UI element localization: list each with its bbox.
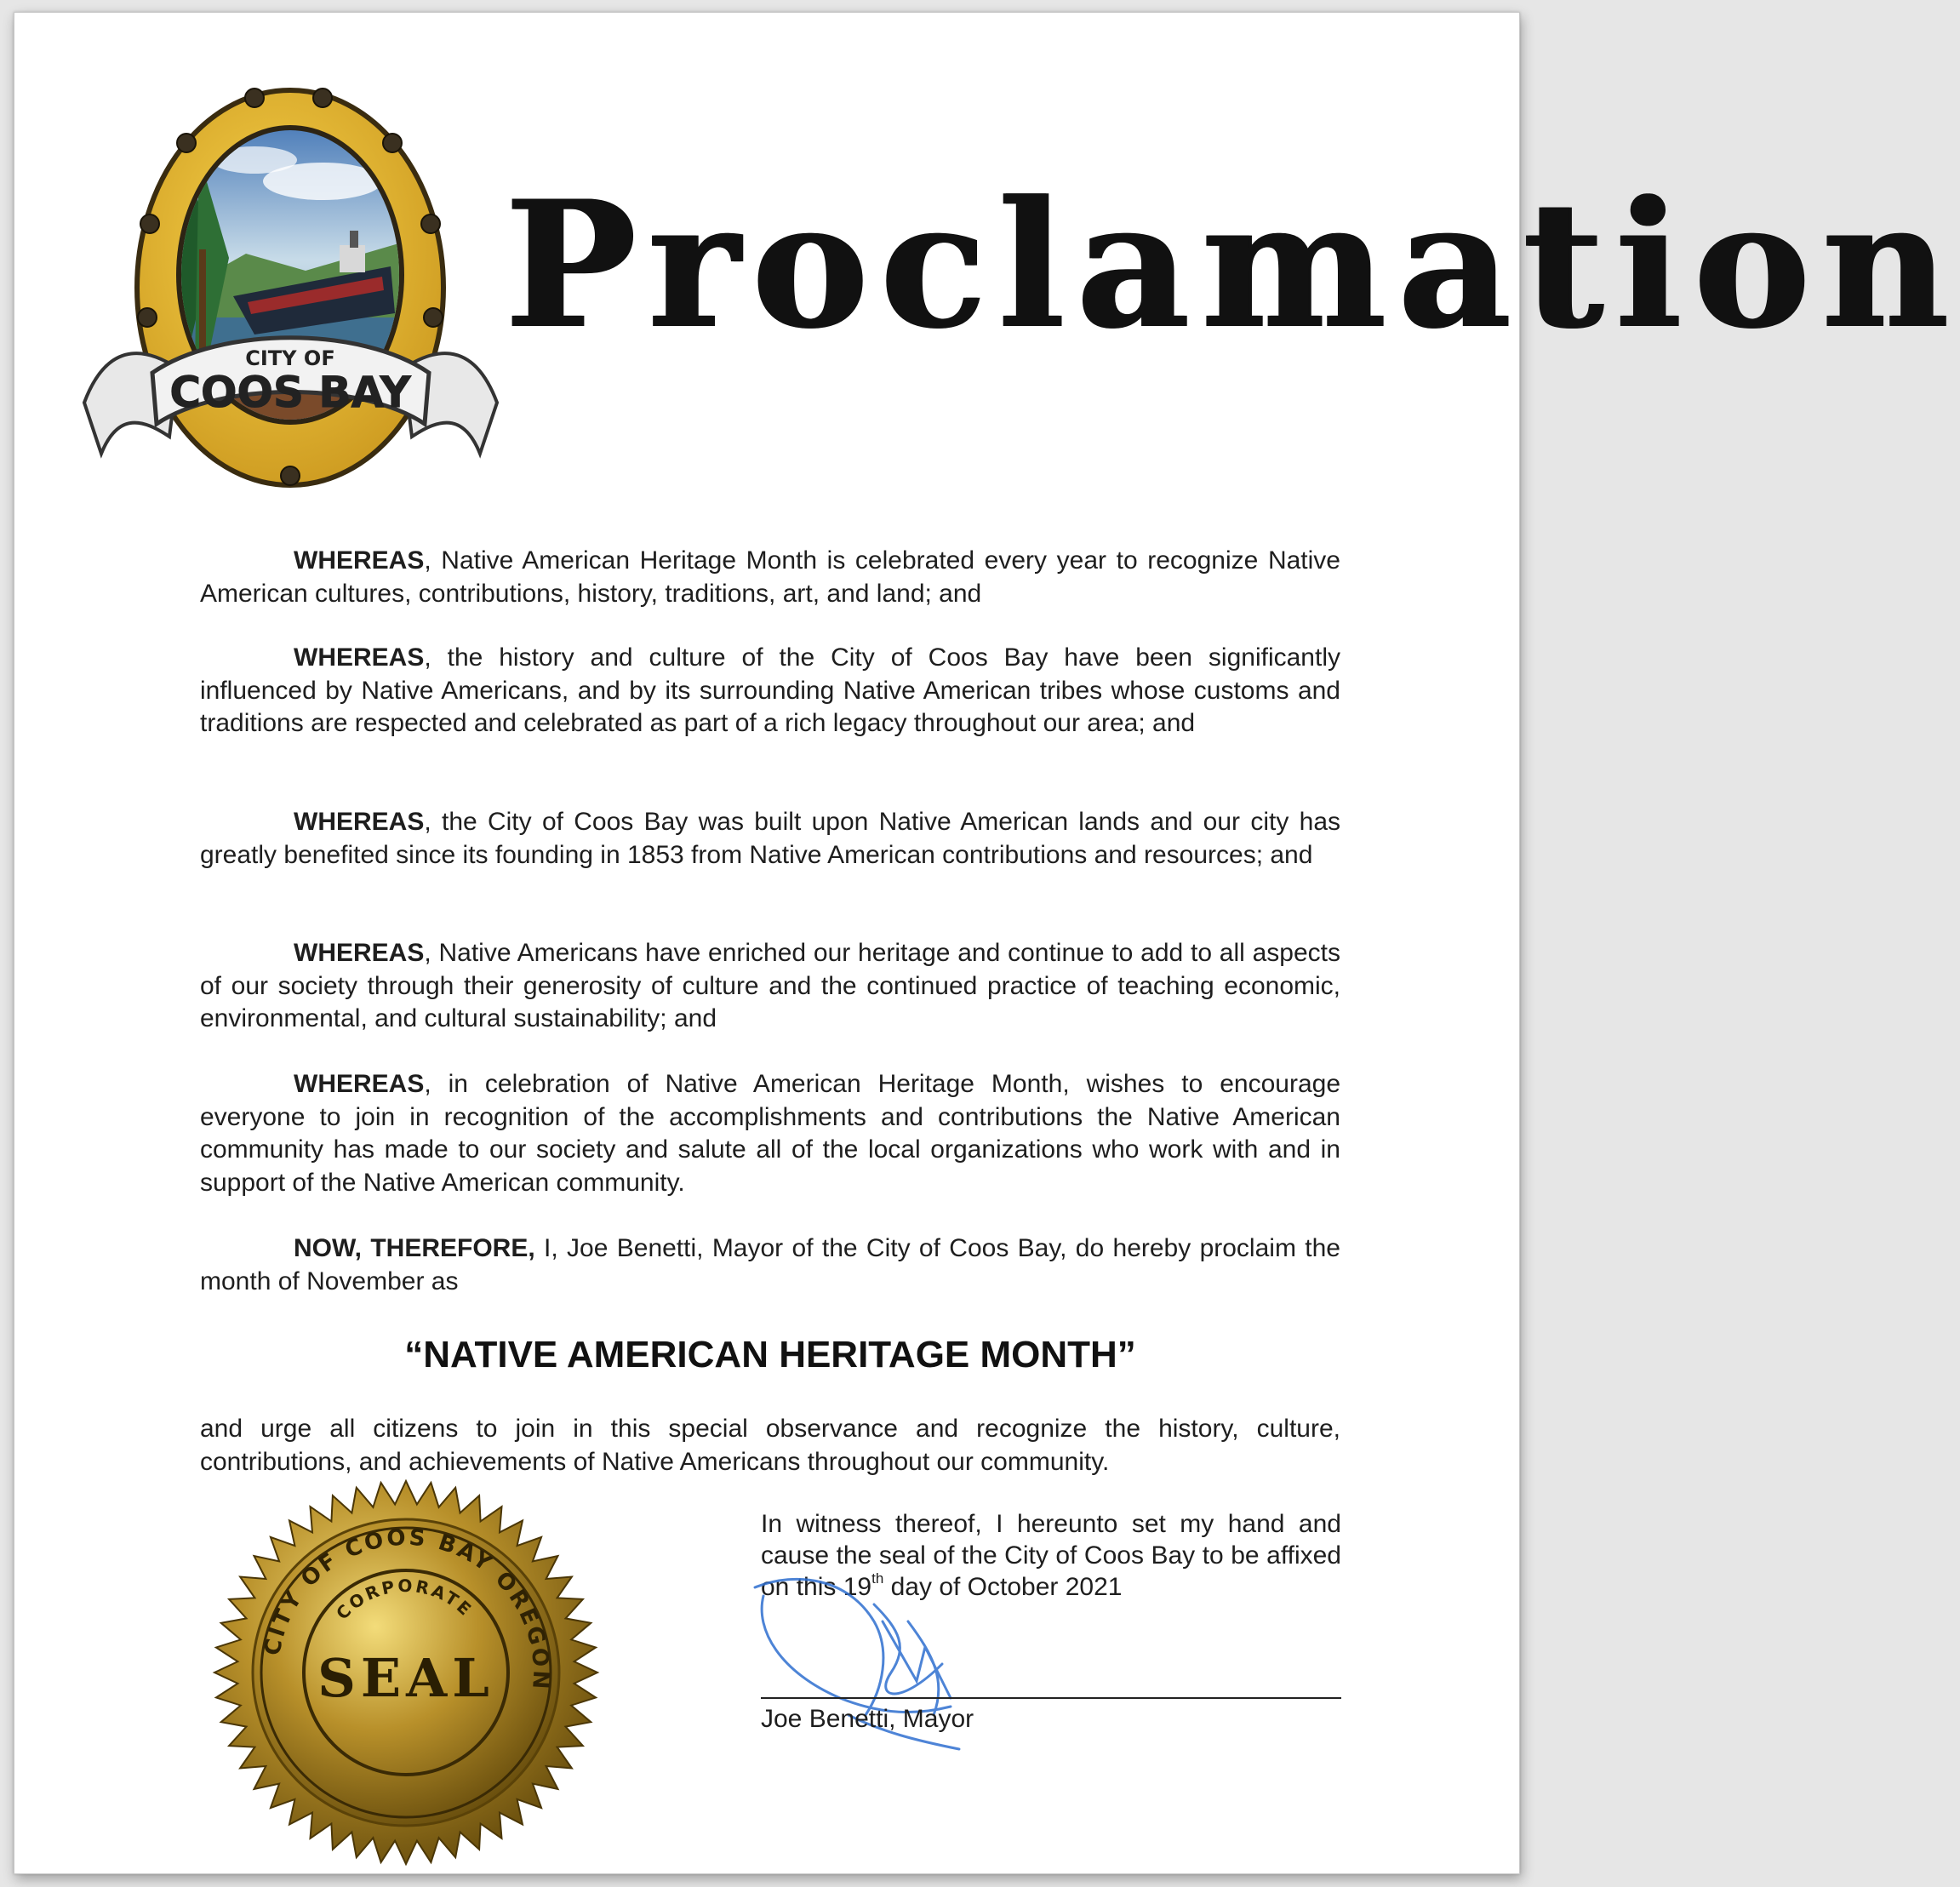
closing-text: and urge all citizens to join in this special observance and recognize the history, culture, contributions, and achievements of Native Americans throughout our community. <box>200 1415 1340 1476</box>
proclamation-heading: “NATIVE AMERICAN HERITAGE MONTH” <box>404 1334 1136 1375</box>
paragraph-text: , Native American Heritage Month is celebrated every year to recognize Native American cultures, contributions, history, traditions, art, and land; and <box>200 546 1340 608</box>
paragraph-keyword: WHEREAS <box>294 1070 425 1098</box>
paragraph-keyword: NOW, THEREFORE, <box>294 1234 535 1262</box>
paragraph-1 <box>200 545 1340 610</box>
witness-statement <box>761 1508 1341 1603</box>
paragraph-4 <box>200 937 1340 1036</box>
city-of-coos-bay-logo <box>50 79 531 526</box>
paragraph-text: I, Joe Benetti, Mayor of the City of Coos Bay, do hereby proclaim the month of November as <box>200 1234 1340 1295</box>
closing-paragraph <box>200 1413 1340 1478</box>
paragraph-text: , Native Americans have enriched our heritage and continue to add to all aspects of our society through their generosity of culture and the continued practice of teaching economic, environmental, and cultural sustainability; and <box>200 939 1340 1032</box>
paragraph-6 <box>200 1232 1340 1298</box>
page-title: Proclamation <box>504 163 1960 368</box>
logo-text-coos-bay: COOS BAY <box>169 368 411 417</box>
proclamation-page <box>14 12 1960 1874</box>
paragraph-keyword: WHEREAS <box>294 643 425 672</box>
paragraph-text: , in celebration of Native American Heritage Month, wishes to encourage everyone to join in recognition of the accomplishments and contributions the Native American community has made to our society and salute all of the local organizations who work with and in support of the Native American community. <box>200 1070 1340 1197</box>
witness-text: In witness thereof, I hereunto set my hand and cause the seal of the City of Coos Bay to be affixed on this 19 <box>761 1510 1341 1601</box>
paragraph-2 <box>200 642 1340 741</box>
paragraph-keyword: WHEREAS <box>294 939 425 967</box>
witness-ordinal-suffix: th <box>871 1570 884 1587</box>
paragraph-3 <box>200 806 1340 872</box>
paragraph-text: , the City of Coos Bay was built upon Native American lands and our city has greatly benefited since its founding in 1853 from Native American contributions and resources; and <box>200 808 1340 869</box>
paragraph-text: , the history and culture of the City of Coos Bay have been significantly influenced by Native Americans, and by its surrounding Native American tribes whose customs and traditions are respected and celebrated as part of a rich legacy throughout our area; and <box>200 643 1340 737</box>
seal-center-text: SEAL <box>317 1647 494 1709</box>
gold-seal <box>210 1477 602 1868</box>
paragraph-keyword: WHEREAS <box>294 808 425 836</box>
seal-inner-text: CORPORATE <box>332 1575 477 1624</box>
paragraph-keyword: WHEREAS <box>294 546 425 575</box>
signer-name: Joe Benetti, Mayor <box>761 1705 974 1733</box>
logo-text-city-of: CITY OF <box>245 346 335 370</box>
paragraph-5 <box>200 1068 1340 1199</box>
seal-ring-text: CITY OF COOS BAY OREGON <box>260 1524 554 1693</box>
signature-line <box>761 1697 1341 1699</box>
witness-text-end: day of October 2021 <box>883 1573 1123 1601</box>
